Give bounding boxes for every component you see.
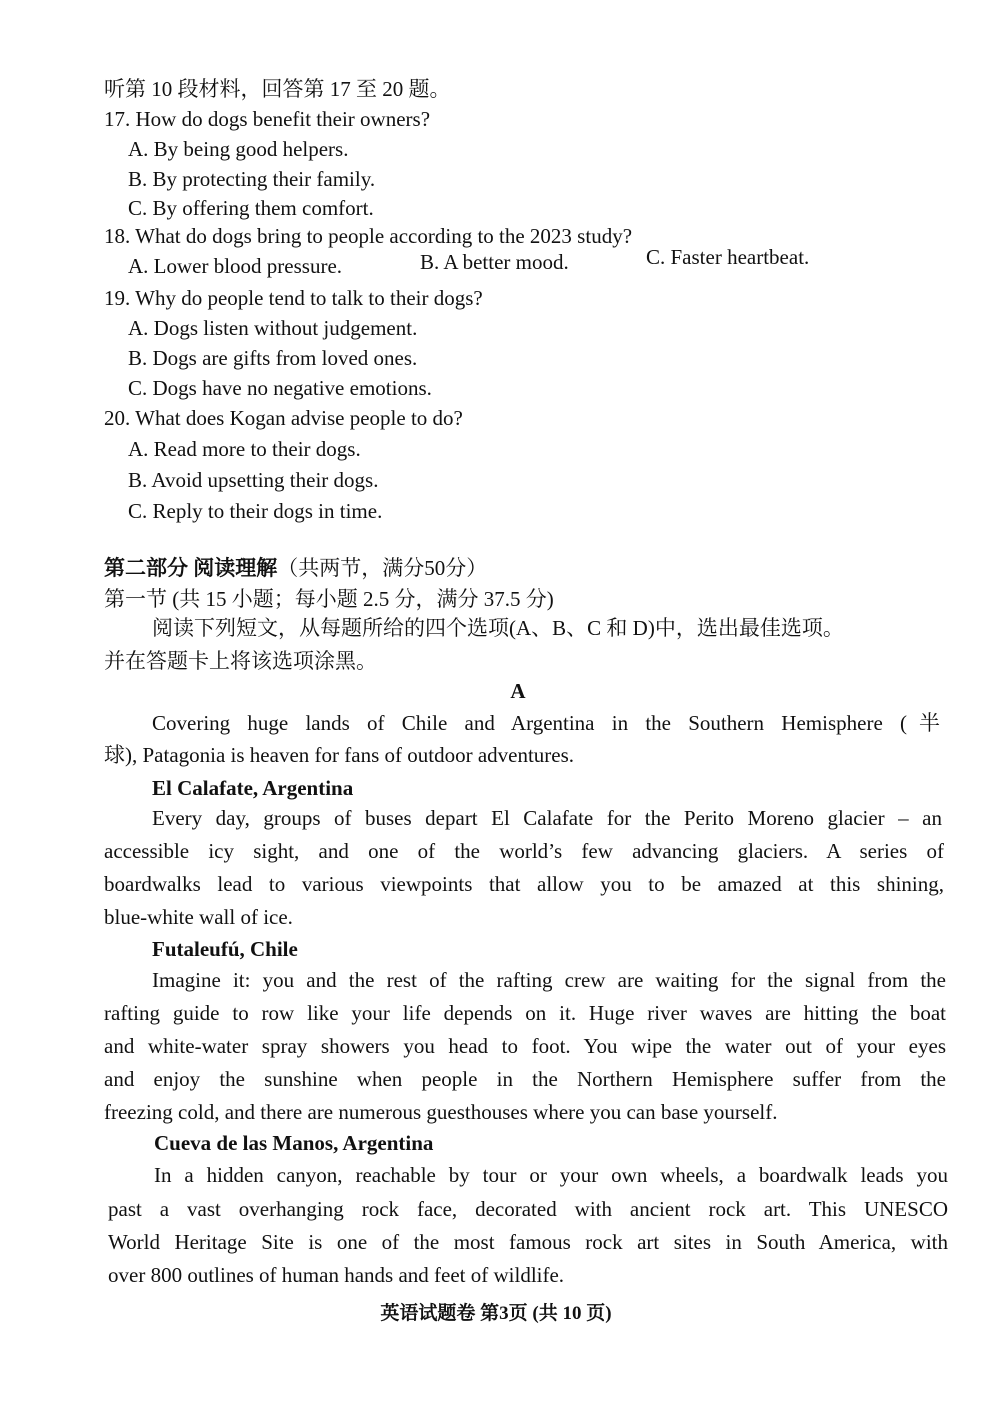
q17-option-a: A. By being good helpers. [128,137,349,161]
listening-intro: 听第 10 段材料，回答第 17 至 20 题。 [104,77,451,101]
p3-line-3: World Heritage Site is one of the most famous rock art sites in South America, with [108,1230,948,1254]
question-20: 20. What does Kogan advise people to do? [104,406,463,430]
q18-option-a: A. Lower blood pressure. [128,254,343,278]
q19-option-a: A. Dogs listen without judgement. [128,316,418,340]
p3-line-4: over 800 outlines of human hands and feet of wildlife. [108,1263,565,1287]
p2-line-5: freezing cold, and there are numerous guesthouses where you can base yourself. [104,1100,778,1124]
q18-option-c: C. Faster heartbeat. [646,245,810,269]
part-two-note: （共两节，满分50分） [277,556,488,580]
p1-line-4: blue-white wall of ice. [104,905,293,929]
part-two-title: 第二部分 阅读理解 [104,556,278,580]
q19-option-c: C. Dogs have no negative emotions. [128,376,432,400]
p1-line-1: Every day, groups of buses depart El Calafate for the Perito Moreno glacier – an [152,806,942,830]
p2-line-1: Imagine it: you and the rest of the rafting crew are waiting for the signal from the [152,968,946,992]
p2-line-4: and enjoy the sunshine when people in the Northern Hemisphere suffer from the [104,1067,946,1091]
heading-el-calafate: El Calafate, Argentina [152,776,354,800]
q20-option-c: C. Reply to their dogs in time. [128,499,383,523]
p3-line-1: In a hidden canyon, reachable by tour or your own wheels, a boardwalk leads you [154,1163,948,1187]
q18-option-b: B. A better mood. [420,250,569,274]
p1-line-2: accessible icy sight, and one of the world’s few advancing glaciers. A series of [104,839,944,863]
q20-option-b: B. Avoid upsetting their dogs. [128,468,379,492]
question-19: 19. Why do people tend to talk to their dogs? [104,286,483,310]
q19-option-b: B. Dogs are gifts from loved ones. [128,346,418,370]
passage-label: A [510,679,526,703]
part-two-heading [104,553,487,583]
p2-line-2: rafting guide to row like your life depends on it. Huge river waves are hitting the boat [104,1001,946,1025]
question-18: 18. What do dogs bring to people according to the 2023 study? [104,224,633,248]
heading-cueva: Cueva de las Manos, Argentina [154,1131,434,1155]
page-footer: 英语试题卷 第3页 (共 10 页) [380,1303,612,1324]
question-17: 17. How do dogs benefit their owners? [104,107,431,131]
q17-option-b: B. By protecting their family. [128,167,376,191]
section-one-heading: 第一节 (共 15 小题；每小题 2.5 分，满分 37.5 分) [104,587,554,611]
instructions-line-2: 并在答题卡上将该选项涂黑。 [104,649,377,673]
p1-line-3: boardwalks lead to various viewpoints that allow you to be amazed at this shining, [104,872,944,896]
intro-line-1: Covering huge lands of Chile and Argentina in the Southern Hemisphere (半 [152,711,940,735]
p3-line-2: past a vast overhanging rock face, decorated with ancient rock art. This UNESCO [108,1197,948,1221]
instructions-line-1: 阅读下列短文，从每题所给的四个选项(A、B、C 和 D)中，选出最佳选项。 [152,616,844,640]
q17-option-c: C. By offering them comfort. [128,196,374,220]
heading-futaleufu: Futaleufú, Chile [152,937,298,961]
intro-line-2: 球), Patagonia is heaven for fans of outdoor adventures. [104,743,575,767]
p2-line-3: and white-water spray showers you head to foot. You wipe the water out of your eyes [104,1034,946,1058]
q20-option-a: A. Read more to their dogs. [128,437,361,461]
